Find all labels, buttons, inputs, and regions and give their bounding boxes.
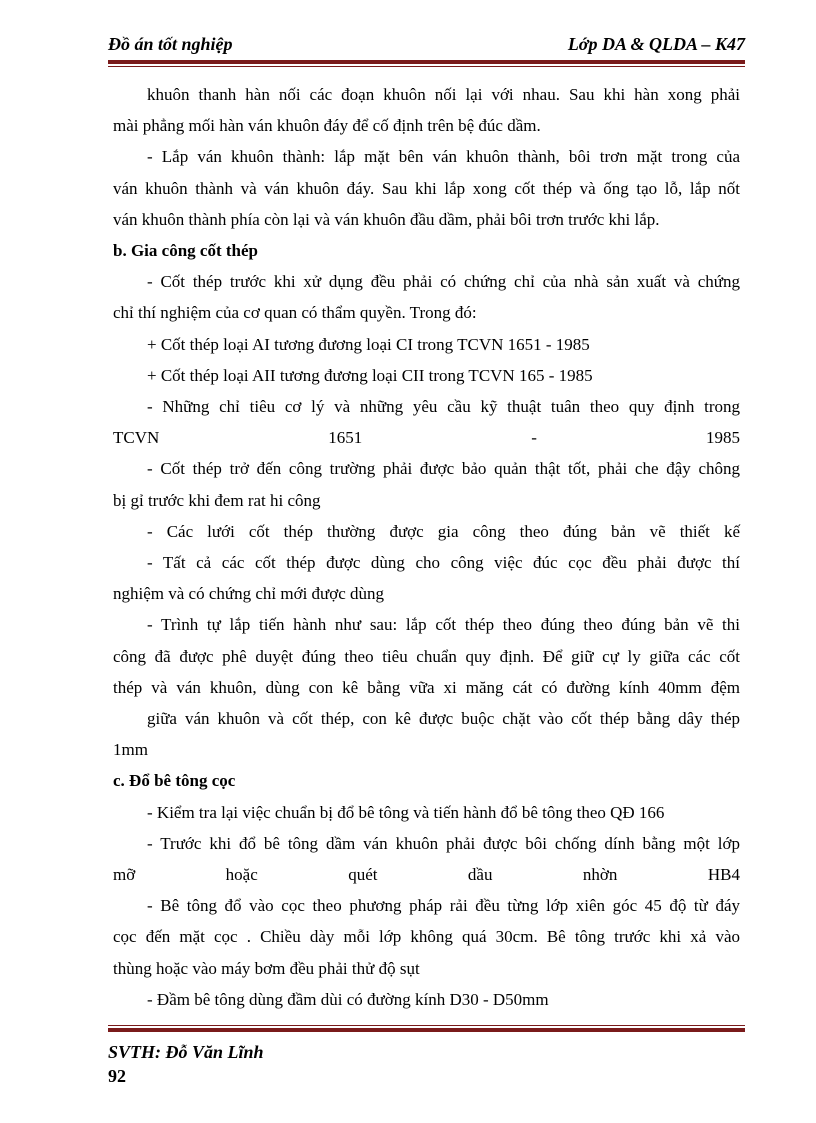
paragraph-line: nghiệm và có chứng chỉ mới được dùng xyxy=(113,584,385,604)
paragraph-line: ván khuôn thành phía còn lại và ván khuôn đầu dầm, phải bôi trơn trước khi lắp. xyxy=(113,209,660,229)
page-number: 92 xyxy=(108,1066,126,1086)
footer-author: SVTH: Đỗ Văn Lĩnh xyxy=(108,1042,264,1062)
paragraph-line: - Các lưới cốt thép thường được gia công theo đúng bản vẽ thiết kế xyxy=(147,521,740,541)
document-body xyxy=(113,79,740,1015)
header-project-title: Đồ án tốt nghiệp xyxy=(108,34,233,54)
paragraph-line: chỉ thí nghiệm của cơ quan có thẩm quyền. Trong đó: xyxy=(113,303,477,323)
paragraph-line: cọc đến mặt cọc . Chiều dày mỗi lớp không quá 30cm. Bê tông trước khi xả vào xyxy=(113,927,740,947)
paragraph-line: - Những chỉ tiêu cơ lý và những yêu cầu kỹ thuật tuân theo quy định trong xyxy=(147,397,740,417)
paragraph-line: thép và ván khuôn, dùng con kê bằng vữa xi măng cát có đường kính 40mm đệm xyxy=(113,677,740,697)
paragraph-line: công đã được phê duyệt đúng theo tiêu chuẩn quy định. Để giữ cự ly giữa các cốt xyxy=(113,646,740,666)
paragraph-line: - Tất cả các cốt thép được dùng cho công việc đúc cọc đều phải được thí xyxy=(147,553,740,573)
paragraph-line: giữa ván khuôn và cốt thép, con kê được buộc chặt vào cốt thép bằng dây thép xyxy=(147,709,740,729)
paragraph-line: - Đầm bê tông dùng đầm dùi có đường kính D30 - D50mm xyxy=(147,989,549,1009)
paragraph-line: - Lắp ván khuôn thành: lắp mặt bên ván khuôn thành, bôi trơn mặt trong của xyxy=(147,147,740,167)
paragraph-line: bị gỉ trước khi đem rat hi công xyxy=(113,490,321,510)
list-item: + Cốt thép loại AI tương đương loại CI trong TCVN 1651 - 1985 xyxy=(147,334,590,354)
paragraph-line: thùng hoặc vào máy bơm đều phải thử độ sụt xyxy=(113,958,420,978)
header-class-name: Lớp DA & QLDA – K47 xyxy=(567,34,745,54)
paragraph-line: mỡ hoặc quét dầu nhờn HB4 xyxy=(113,865,740,885)
paragraph-line: - Cốt thép trước khi xử dụng đều phải có chứng chỉ của nhà sản xuất và chứng xyxy=(147,272,740,292)
header-divider xyxy=(108,60,745,67)
paragraph-line: - Trước khi đổ bê tông dầm ván khuôn phải được bôi chống dính bằng một lớp xyxy=(147,833,740,853)
paragraph-line: khuôn thanh hàn nối các đoạn khuôn nối lại với nhau. Sau khi hàn xong phải xyxy=(147,85,740,104)
paragraph-line: - Bê tông đổ vào cọc theo phương pháp rải đều từng lớp xiên góc 45 độ từ đáy xyxy=(147,896,740,916)
page-header xyxy=(108,34,745,58)
paragraph-line: - Kiểm tra lại việc chuẩn bị đổ bê tông và tiến hành đổ bê tông theo QĐ 166 xyxy=(147,802,665,822)
paragraph-line: mài phẳng mối hàn ván khuôn đáy để cố định trên bệ đúc dầm. xyxy=(113,116,541,136)
section-heading-c: c. Đổ bê tông cọc xyxy=(113,771,236,791)
list-item: + Cốt thép loại AII tương đương loại CII trong TCVN 165 - 1985 xyxy=(147,365,593,385)
paragraph-line: ván khuôn thành và ván khuôn đáy. Sau khi lắp xong cốt thép và ống tạo lỗ, lắp nốt xyxy=(113,178,740,198)
paragraph-line: - Cốt thép trở đến công trường phải được bảo quản thật tốt, phải che đậy chông xyxy=(147,459,740,479)
paragraph-line: - Trình tự lắp tiến hành như sau: lắp cốt thép theo đúng theo đúng bản vẽ thi xyxy=(147,615,740,635)
section-heading-b: b. Gia công cốt thép xyxy=(113,241,258,261)
paragraph-line: 1mm xyxy=(113,740,148,760)
page-footer xyxy=(108,1040,264,1088)
footer-divider xyxy=(108,1025,745,1032)
paragraph-line: TCVN 1651 - 1985 xyxy=(113,428,740,448)
